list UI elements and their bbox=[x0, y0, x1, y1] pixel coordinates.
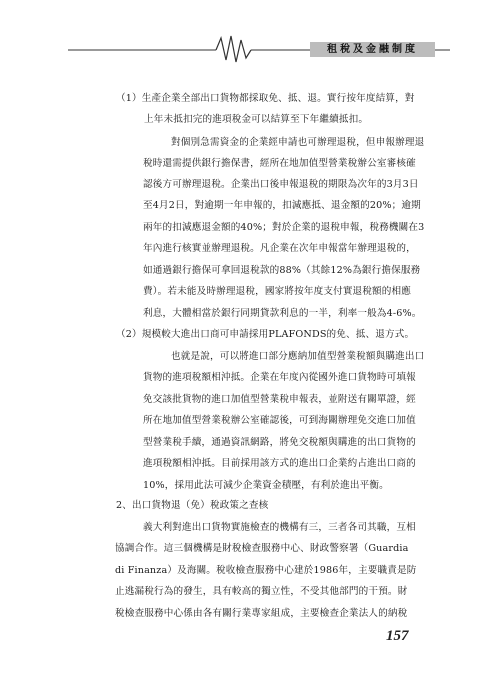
body-line: 對個別急需資金的企業經申請也可辦理退稅，但申報辦理退 bbox=[171, 137, 425, 148]
body-line: 貨物的進項稅額相沖抵。企業在年度內從國外進口貨物時可填報 bbox=[143, 372, 416, 383]
body-line: 認後方可辦理退稅。企業出口後申報退稅的期限為次年的3月3日 bbox=[143, 179, 419, 190]
body-line: 年內進行核實並辦理退稅。凡企業在次年申報當年辦理退稅的， bbox=[143, 243, 416, 254]
body-line: 進項稅額相沖抵。目前採用該方式的進出口企業約占進出口商的 bbox=[143, 458, 416, 469]
section-heading: 2、出口貨物退（免）稅政策之查核 bbox=[116, 500, 269, 511]
body-line: 費）。若未能及時辦理退稅，國家將按年度支付實退稅額的相應 bbox=[143, 286, 412, 297]
body-line: 止逃漏稅行為的發生，具有較高的獨立性，不受其他部門的干預。財 bbox=[115, 586, 408, 597]
body-line: 上年未抵扣完的進項稅金可以結算至下年繼續抵扣。 bbox=[144, 114, 369, 125]
body-line: 利息，大體相當於銀行同期貸款利息的一半，利率一般為4-6%。 bbox=[143, 308, 422, 319]
header-title: 租稅及金融制度 bbox=[310, 42, 435, 57]
page-number: 157 bbox=[386, 628, 409, 644]
body-line: 至4月2日，對逾期一年申報的，扣減應抵、退金額的20%；逾期 bbox=[143, 200, 421, 211]
body-line: 免交該批貨物的進口加值型營業稅申報表，並附送有關單證，經 bbox=[143, 394, 416, 405]
body-line: di Finanza）及海關。稅收檢查服務中心建於1986年，主要職責是防 bbox=[115, 565, 417, 576]
body-line: 協調合作。這三個機構是財稅檢查服務中心、財政警察署（Guardia bbox=[115, 543, 409, 554]
body-line: （2）規模較大進出口商可申請採用PLAFONDS的免、抵、退方式。 bbox=[116, 329, 415, 340]
body-line: 義大利對進出口貨物實施檢查的機構有三，三者各司其職，互相 bbox=[143, 522, 416, 533]
body-line: 兩年的扣減應退金額的40%；對於企業的退稅申報，稅務機關在3 bbox=[143, 222, 425, 233]
running-header bbox=[0, 28, 480, 68]
body-line: （1）生產企業全部出口貨物都採取免、抵、退。實行按年度結算，對 bbox=[116, 93, 415, 104]
body-line: 也就是說，可以將進口部分應納加值型營業稅額與購進出口 bbox=[171, 351, 425, 362]
body-line: 如通過銀行擔保可拿回退稅款的88%（其餘12%為銀行擔保服務 bbox=[143, 265, 421, 276]
body-line: 型營業稅手續，通過資訊網路，將免交稅額與購進的出口貨物的 bbox=[143, 437, 416, 448]
body-line: 所在地加值型營業稅辦公室確認後，可到海關辦理免交進口加值 bbox=[143, 415, 416, 426]
body-line: 10%，採用此法可減少企業資金積壓，有利於進出平衡。 bbox=[143, 480, 389, 491]
body-line: 稅檢查服務中心係由各有關行業專家組成，主要檢查企業法人的納稅 bbox=[115, 608, 408, 619]
body-line: 稅時還需提供銀行擔保書，經所在地加值型營業稅辦公室審核確 bbox=[143, 158, 416, 169]
